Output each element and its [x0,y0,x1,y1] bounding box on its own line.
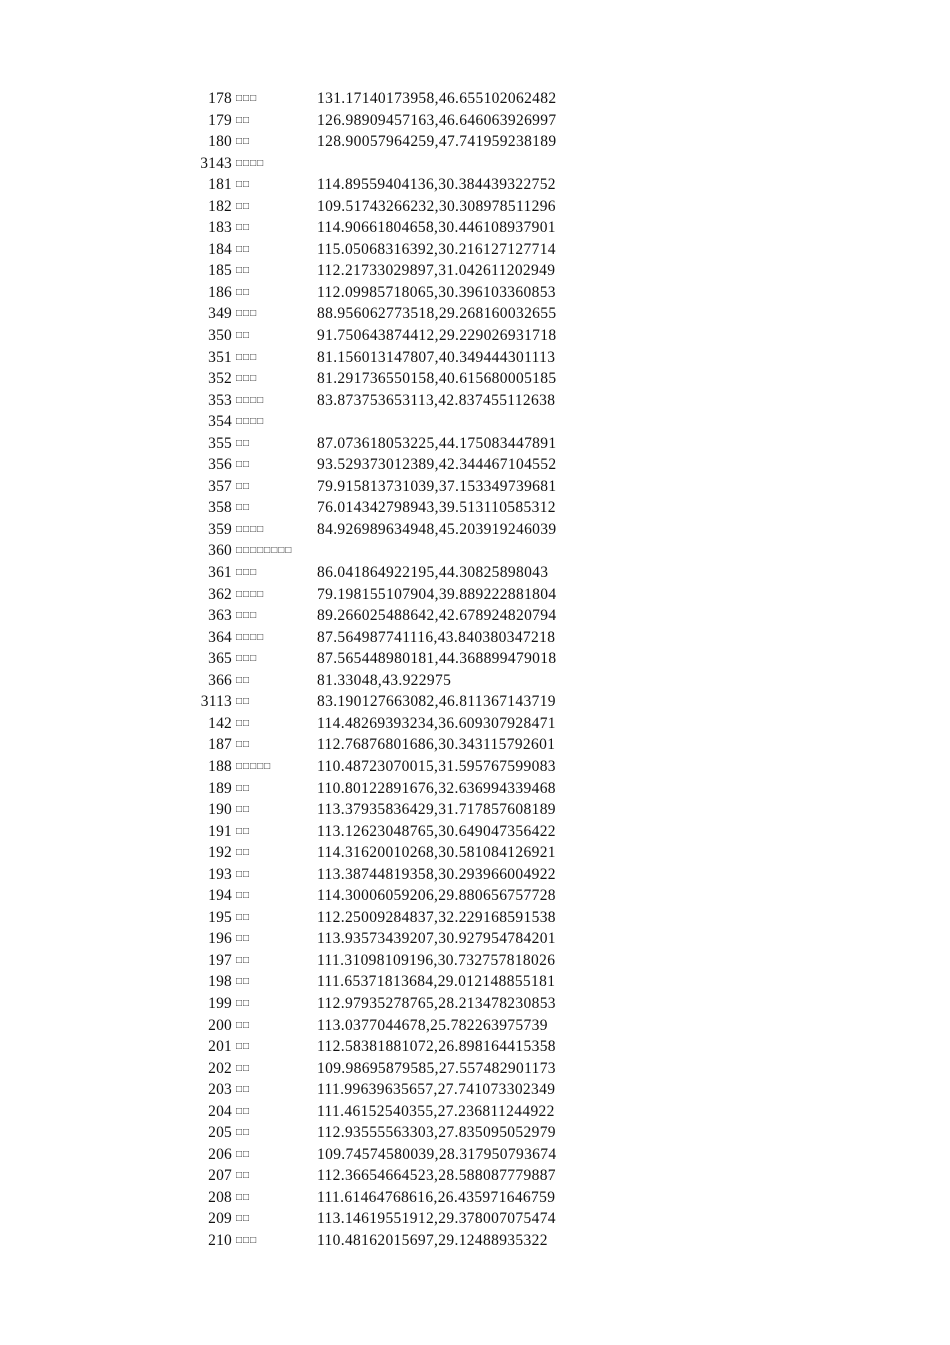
row-name: □□ [236,330,251,342]
row-name: □□ [236,911,251,923]
row-id: 360 [208,542,232,560]
row-coordinates: 128.90057964259,47.741959238189 [317,133,557,151]
list-row [0,1230,950,1252]
row-coordinates: 111.65371813684,29.012148855181 [317,973,556,991]
row-coordinates: 83.190127663082,46.811367143719 [317,693,556,711]
row-coordinates: 91.750643874412,29.229026931718 [317,327,557,345]
row-coordinates: 79.915813731039,37.153349739681 [317,477,557,495]
row-id: 209 [208,1210,232,1228]
row-id: 354 [208,413,232,431]
list-row [0,1165,950,1187]
row-name: □□ [236,1213,251,1225]
list-row [0,648,950,670]
list-row [0,993,950,1015]
row-coordinates: 131.17140173958,46.655102062482 [317,90,557,107]
row-name: □□ [236,1148,251,1160]
list-row [0,325,950,347]
row-name: □□ [236,1105,251,1117]
row-name: □□□ [236,610,258,622]
row-coordinates: 79.198155107904,39.889222881804 [317,585,557,603]
list-row [0,153,950,175]
row-name: □□ [236,480,251,492]
row-name: □□ [236,868,251,880]
row-name: □□ [236,933,251,945]
row-coordinates: 113.0377044678,25.782263975739 [317,1016,548,1034]
row-name: □□ [236,954,251,966]
list-row [0,950,950,972]
row-name: □□□□ [236,631,265,643]
row-coordinates: 112.21733029897,31.042611202949 [317,262,556,280]
row-coordinates: 113.93573439207,30.927954784201 [317,930,556,948]
row-name: □□□ [236,351,258,363]
row-name: □□□ [236,567,258,579]
row-id: 198 [208,973,232,991]
row-id: 205 [208,1124,232,1142]
row-coordinates: 112.25009284837,32.229168591538 [317,908,556,926]
row-name: □□ [236,222,251,234]
row-id: 353 [208,391,232,409]
row-id: 185 [208,262,232,280]
list-row [0,196,950,218]
list-row [0,1122,950,1144]
row-coordinates: 110.48162015697,29.12488935322 [317,1231,548,1249]
row-id: 361 [208,564,232,582]
list-row [0,368,950,390]
row-name: □□□□ [236,523,265,535]
row-name: □□ [236,825,251,837]
row-id: 196 [208,930,232,948]
row-coordinates: 109.74574580039,28.317950793674 [317,1145,557,1163]
row-name: □□ [236,890,251,902]
row-name: □□□□ [236,157,265,169]
row-id: 178 [208,90,232,107]
row-name: □□ [236,114,251,126]
row-coordinates: 113.14619551912,29.378007075474 [317,1210,556,1228]
row-name: □□ [236,437,251,449]
row-id: 201 [208,1038,232,1056]
row-name: □□ [236,1084,251,1096]
row-id: 193 [208,865,232,883]
row-id: 358 [208,499,232,517]
row-id: 366 [208,671,232,689]
row-coordinates: 89.266025488642,42.678924820794 [317,607,557,625]
row-coordinates: 114.90661804658,30.446108937901 [317,219,556,237]
list-row [0,1208,950,1230]
row-id: 191 [208,822,232,840]
row-coordinates: 112.36654664523,28.588087779887 [317,1167,556,1185]
row-name: □□ [236,243,251,255]
row-id: 197 [208,951,232,969]
list-row [0,1101,950,1123]
list-row [0,476,950,498]
row-coordinates: 109.51743266232,30.308978511296 [317,197,556,215]
list-row [0,433,950,455]
list-row [0,1079,950,1101]
row-id: 194 [208,887,232,905]
row-name: □□ [236,717,251,729]
row-id: 187 [208,736,232,754]
row-coordinates: 86.041864922195,44.30825898043 [317,564,549,582]
row-name: □□ [236,997,251,1009]
row-id: 199 [208,994,232,1012]
row-coordinates: 93.529373012389,42.344467104552 [317,456,557,474]
row-coordinates: 126.98909457163,46.646063926997 [317,111,557,129]
row-coordinates: 87.565448980181,44.368899479018 [317,650,557,668]
row-id: 364 [208,628,232,646]
row-id: 189 [208,779,232,797]
row-id: 142 [208,714,232,732]
row-id: 186 [208,283,232,301]
list-row [0,540,950,562]
row-id: 208 [208,1188,232,1206]
list-row [0,734,950,756]
row-name: □□□ [236,308,258,320]
list-row [0,303,950,325]
row-id: 192 [208,844,232,862]
row-name: □□□□ [236,416,265,428]
list-row [0,239,950,261]
list-row [0,1015,950,1037]
list-row [0,821,950,843]
coordinate-list [0,88,950,1252]
row-id: 182 [208,197,232,215]
row-coordinates: 112.93555563303,27.835095052979 [317,1124,556,1142]
row-name: □□ [236,804,251,816]
row-name: □□ [236,459,251,471]
row-coordinates: 114.30006059206,29.880656757728 [317,887,556,905]
list-row [0,864,950,886]
row-coordinates: 112.76876801686,30.343115792601 [317,736,556,754]
row-id: 206 [208,1145,232,1163]
row-id: 351 [208,348,232,366]
row-name: □□ [236,847,251,859]
list-row [0,1058,950,1080]
list-row [0,217,950,239]
row-name: □□ [236,502,251,514]
row-name: □□□ [236,373,258,385]
list-row [0,756,950,778]
row-name: □□ [236,200,251,212]
row-coordinates: 110.80122891676,32.636994339468 [317,779,556,797]
row-id: 184 [208,240,232,258]
row-id: 3113 [200,693,232,711]
row-coordinates: 114.48269393234,36.609307928471 [317,714,556,732]
row-id: 350 [208,327,232,345]
row-id: 3143 [200,154,232,172]
row-coordinates: 88.956062773518,29.268160032655 [317,305,557,323]
row-name: □□ [236,1062,251,1074]
row-coordinates: 112.09985718065,30.396103360853 [317,283,556,301]
list-row [0,971,950,993]
row-id: 207 [208,1167,232,1185]
row-name: □□ [236,1019,251,1031]
row-id: 357 [208,477,232,495]
list-row [0,885,950,907]
row-id: 359 [208,520,232,538]
list-row [0,799,950,821]
list-row [0,627,950,649]
row-id: 188 [208,757,232,775]
row-coordinates: 109.98695879585,27.557482901173 [317,1059,556,1077]
row-id: 181 [208,176,232,194]
row-name: □□ [236,674,251,686]
list-row [0,282,950,304]
list-row [0,110,950,132]
row-name: □□□□□ [236,760,272,772]
row-name: □□ [236,286,251,298]
row-coordinates: 76.014342798943,39.513110585312 [317,499,556,517]
row-name: □□□□ [236,394,265,406]
list-row [0,562,950,584]
list-row [0,1036,950,1058]
list-row [0,88,950,110]
row-coordinates: 110.48723070015,31.595767599083 [317,757,556,775]
list-row [0,670,950,692]
row-name: □□ [236,739,251,751]
row-id: 204 [208,1102,232,1120]
row-name: □□ [236,265,251,277]
list-row [0,390,950,412]
row-name: □□□ [236,93,258,104]
row-coordinates: 111.46152540355,27.236811244922 [317,1102,555,1120]
row-id: 200 [208,1016,232,1034]
list-row [0,519,950,541]
list-row [0,174,950,196]
list-row [0,131,950,153]
list-row [0,928,950,950]
row-name: □□□□ [236,588,265,600]
row-id: 352 [208,370,232,388]
row-coordinates: 113.12623048765,30.649047356422 [317,822,556,840]
row-coordinates: 115.05068316392,30.216127127714 [317,240,556,258]
list-row [0,842,950,864]
row-id: 365 [208,650,232,668]
row-coordinates: 84.926989634948,45.203919246039 [317,520,557,538]
row-name: □□ [236,782,251,794]
list-row [0,907,950,929]
row-name: □□ [236,179,251,191]
row-id: 183 [208,219,232,237]
list-row [0,411,950,433]
row-name: □□□ [236,653,258,665]
row-name: □□ [236,696,251,708]
row-id: 356 [208,456,232,474]
row-coordinates: 111.31098109196,30.732757818026 [317,951,556,969]
row-coordinates: 87.564987741116,43.840380347218 [317,628,556,646]
list-row [0,584,950,606]
row-coordinates: 113.38744819358,30.293966004922 [317,865,556,883]
row-coordinates: 81.156013147807,40.349444301113 [317,348,556,366]
list-row [0,691,950,713]
row-name: □□ [236,976,251,988]
row-name: □□ [236,1041,251,1053]
row-id: 210 [208,1231,232,1249]
row-coordinates: 81.291736550158,40.615680005185 [317,370,557,388]
list-row [0,347,950,369]
row-coordinates: 112.58381881072,26.898164415358 [317,1038,556,1056]
row-coordinates: 111.61464768616,26.435971646759 [317,1188,556,1206]
row-id: 202 [208,1059,232,1077]
list-row [0,778,950,800]
list-row [0,260,950,282]
row-coordinates: 112.97935278765,28.213478230853 [317,994,556,1012]
list-row [0,605,950,627]
row-id: 195 [208,908,232,926]
list-row [0,454,950,476]
row-coordinates: 114.31620010268,30.581084126921 [317,844,556,862]
row-coordinates: 114.89559404136,30.384439322752 [317,176,556,194]
row-coordinates: 87.073618053225,44.175083447891 [317,434,557,452]
row-name: □□ [236,1170,251,1182]
row-id: 190 [208,801,232,819]
row-name: □□□ [236,1234,258,1246]
row-name: □□ [236,136,251,148]
row-coordinates: 111.99639635657,27.741073302349 [317,1081,556,1099]
row-id: 362 [208,585,232,603]
row-name: □□ [236,1191,251,1203]
list-row [0,713,950,735]
row-id: 180 [208,133,232,151]
list-row [0,497,950,519]
row-coordinates: 81.33048,43.922975 [317,671,452,689]
row-name: □□□□□□□□ [236,545,293,557]
row-id: 203 [208,1081,232,1099]
row-id: 179 [208,111,232,129]
row-id: 349 [208,305,232,323]
row-coordinates: 83.873753653113,42.837455112638 [317,391,556,409]
row-id: 363 [208,607,232,625]
row-coordinates: 113.37935836429,31.717857608189 [317,801,556,819]
list-row [0,1144,950,1166]
row-id: 355 [208,434,232,452]
row-name: □□ [236,1127,251,1139]
list-row [0,1187,950,1209]
